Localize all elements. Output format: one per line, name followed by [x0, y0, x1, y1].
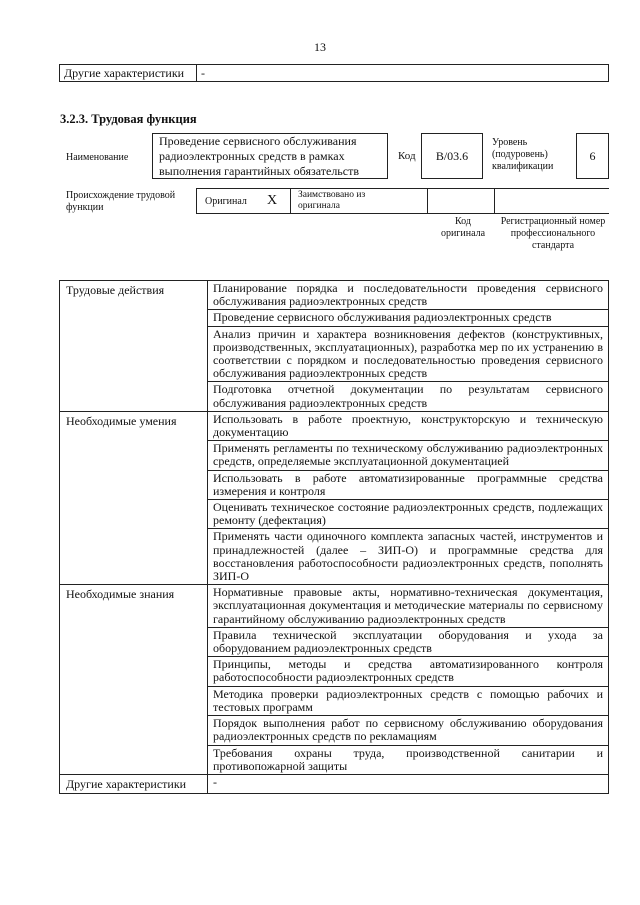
origin-label: Происхождение трудовой функции [66, 190, 176, 213]
function-name-value: Проведение сервисного обслуживания радиоэлектронных средств в рамках выполнения гарантийных обязательств [152, 133, 388, 179]
table-row [60, 411, 609, 440]
level-value: 6 [576, 133, 609, 179]
reg-number-caption: Регистрационный номер профессионального стандарта [500, 216, 606, 251]
borrowed-label: Заимствовано из оригинала [298, 190, 366, 211]
item-cell: - [208, 774, 609, 793]
name-label: Наименование [66, 152, 129, 163]
item-cell: Анализ причин и характера возникновения дефектов (конструктивных, производственных, эксплуатационных), разработка мер по их устранению в соответствии с порядком и последовательностью проведения сервисного обслуживания радиоэлектронных средств [208, 326, 609, 382]
section-title: 3.2.3. Трудовая функция [60, 112, 197, 126]
origin-divider-2 [427, 188, 428, 214]
category-cell: Трудовые действия [60, 281, 208, 412]
item-cell: Оценивать техническое состояние радиоэлектронных средств, подлежащих ремонту (дефектация) [208, 500, 609, 529]
page-number: 13 [314, 40, 326, 54]
code-label: Код [398, 150, 416, 162]
category-cell: Необходимые умения [60, 411, 208, 584]
level-label: Уровень (подуровень) квалификации [492, 137, 554, 172]
labor-function-table [59, 280, 609, 794]
item-cell: Использовать в работе проектную, конструкторскую и техническую документацию [208, 411, 609, 440]
item-cell: Правила технической эксплуатации оборудования и ухода за оборудованием радиоэлектронных средств [208, 627, 609, 656]
other-characteristics-label: Другие характеристики [60, 65, 197, 82]
item-cell: Нормативные правовые акты, нормативно-техническая документация, эксплуатационная документация и методические материалы по сервисному гарантийному обслуживанию радиоэлектронных средств [208, 585, 609, 628]
code-original-caption: Код оригинала [440, 216, 486, 239]
other-characteristics-value: - [197, 65, 609, 82]
item-cell: Порядок выполнения работ по сервисному обслуживанию оборудования радиоэлектронных средств по рекламациям [208, 716, 609, 745]
category-cell: Другие характеристики [60, 774, 208, 793]
item-cell: Принципы, методы и средства автоматизированного контроля работоспособности радиоэлектронных средств [208, 657, 609, 686]
table-row [60, 585, 609, 628]
item-cell: Применять части одиночного комплекта запасных частей, инструментов и принадлежностей (далее – ЗИП-О) и программные средства для восстановления работоспособности радиоэлектронных средств, пополнять ЗИП-О [208, 529, 609, 585]
item-cell: Проведение сервисного обслуживания радиоэлектронных средств [208, 310, 609, 326]
item-cell: Требования охраны труда, производственной санитарии и противопожарной защиты [208, 745, 609, 774]
item-cell: Планирование порядка и последовательности проведения сервисного обслуживания радиоэлектронных средств [208, 281, 609, 310]
table-row [60, 281, 609, 310]
item-cell: Использовать в работе автоматизированные программные средства измерения и контроля [208, 470, 609, 499]
item-cell: Применять регламенты по техническому обслуживанию радиоэлектронных средств, определяемые эксплуатационной документацией [208, 441, 609, 470]
code-value: B/03.6 [421, 133, 483, 179]
original-mark: X [267, 193, 278, 208]
category-cell: Необходимые знания [60, 585, 208, 775]
item-cell: Методика проверки радиоэлектронных средств с помощью рабочих и тестовых программ [208, 686, 609, 715]
origin-divider-3 [494, 188, 495, 214]
original-label: Оригинал [205, 196, 247, 207]
table-row [60, 774, 609, 793]
origin-divider [290, 188, 291, 214]
other-characteristics-top-table [59, 64, 609, 82]
item-cell: Подготовка отчетной документации по результатам сервисного обслуживания радиоэлектронных средств [208, 382, 609, 411]
